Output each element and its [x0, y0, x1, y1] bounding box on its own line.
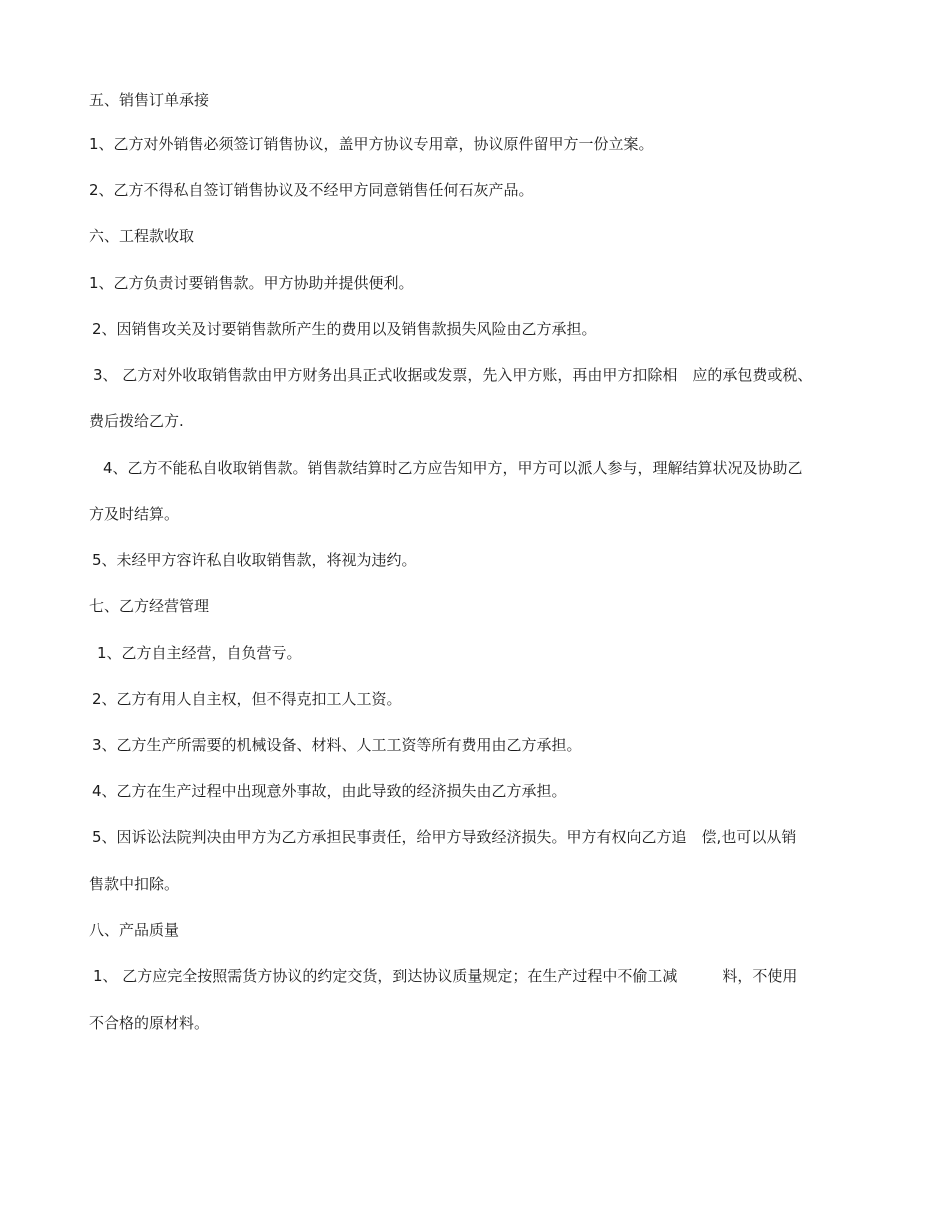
clause-5-2: 2、乙方不得私自签订销售协议及不经甲方同意销售任何石灰产品。	[89, 181, 534, 199]
clause-8-1-continued: 不合格的原材料。	[89, 1014, 210, 1032]
clause-7-3: 3、乙方生产所需要的机械设备、材料、人工工资等所有费用由乙方承担。	[92, 736, 582, 754]
clause-6-2: 2、因销售攻关及讨要销售款所产生的费用以及销售款损失风险由乙方承担。	[92, 320, 597, 338]
clause-7-5: 5、因诉讼法院判决由甲方为乙方承担民事责任，给甲方导致经济损失。甲方有权向乙方追 偿,也可以从销	[92, 828, 797, 846]
clause-6-3-continued: 费后拨给乙方.	[89, 412, 184, 430]
section-heading-8: 八、产品质量	[89, 921, 180, 939]
clause-6-1: 1、乙方负责讨要销售款。甲方协助并提供便利。	[89, 274, 414, 292]
clause-7-1: 1、乙方自主经营，自负营亏。	[97, 644, 302, 662]
clause-6-3: 3、 乙方对外收取销售款由甲方财务出具正式收据或发票，先入甲方账，再由甲方扣除相 应的承包费或税、	[93, 366, 813, 384]
clause-5-1: 1、乙方对外销售必须签订销售协议，盖甲方协议专用章，协议原件留甲方一份立案。	[89, 135, 654, 153]
clause-6-4: 4、乙方不能私自收取销售款。销售款结算时乙方应告知甲方，甲方可以派人参与，理解结算状况及协助乙	[103, 459, 803, 477]
clause-7-2: 2、乙方有用人自主权，但不得克扣工人工资。	[92, 690, 402, 708]
section-heading-7: 七、乙方经营管理	[89, 597, 210, 615]
clause-6-5: 5、未经甲方容许私自收取销售款，将视为违约。	[92, 551, 417, 569]
clause-8-1: 1、 乙方应完全按照需货方协议的约定交货，到达协议质量规定；在生产过程中不偷工减 料，不使用	[93, 967, 798, 985]
clause-7-5-continued: 售款中扣除。	[89, 875, 180, 893]
clause-7-4: 4、乙方在生产过程中出现意外事故，由此导致的经济损失由乙方承担。	[92, 782, 567, 800]
clause-6-4-continued: 方及时结算。	[89, 505, 180, 523]
section-heading-6: 六、工程款收取	[89, 227, 195, 245]
section-heading-5: 五、销售订单承接	[89, 91, 210, 109]
